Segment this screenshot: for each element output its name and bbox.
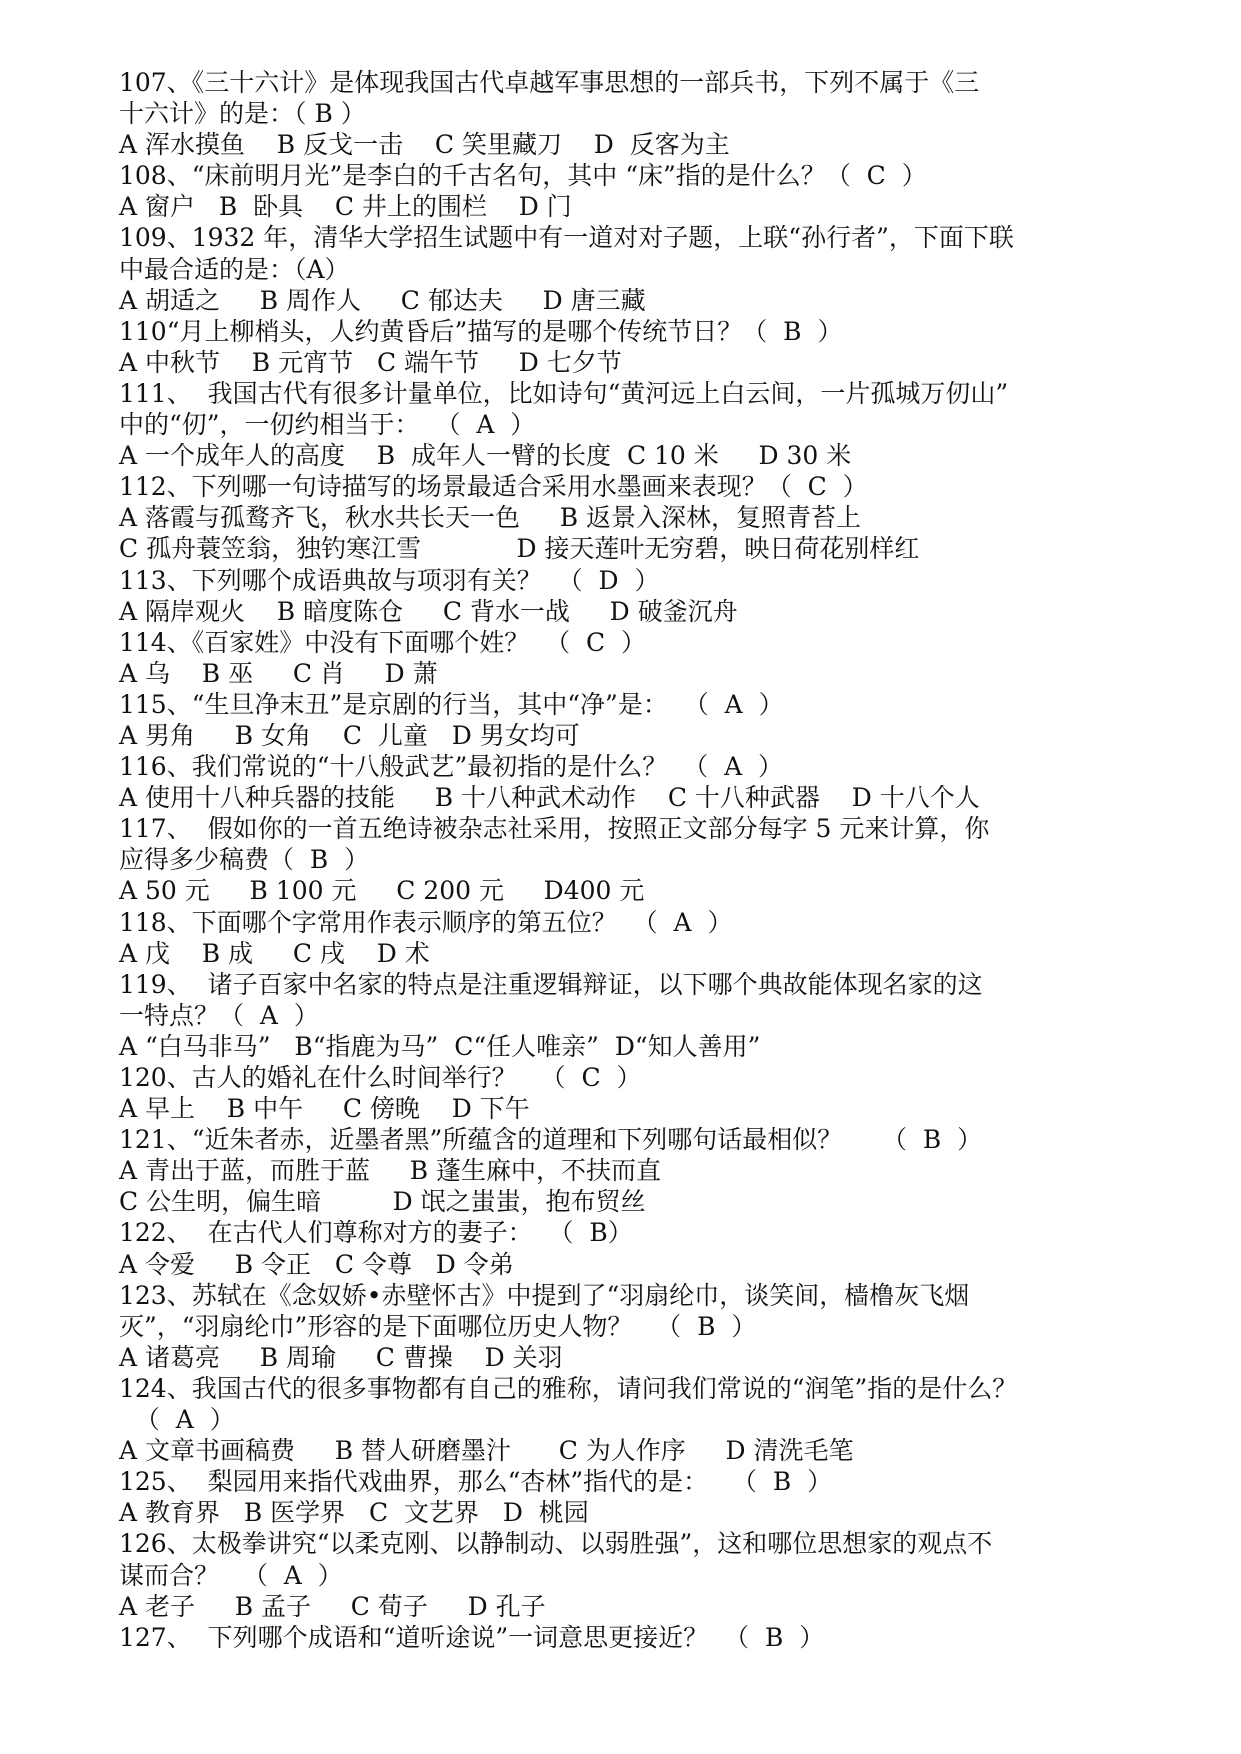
text-line: A 教育界 B 医学界 C 文艺界 D 桃园 [119,1498,589,1528]
text-line: C 公生明，偏生暗 D 氓之蚩蚩，抱布贸丝 [119,1187,646,1217]
text-line: A 青出于蓝，而胜于蓝 B 蓬生麻中，不扶而直 [119,1156,662,1186]
text-line: A 文章书画稿费 B 替人研磨墨汁 C 为人作序 D 清洗毛笔 [119,1436,854,1466]
text-line: A 乌 B 巫 C 肖 D 萧 [119,658,438,688]
text-line: 113、下列哪个成语典故与项羽有关？ （ D ） [119,565,660,595]
text-line: A 中秋节 B 元宵节 C 端午节 D 七夕节 [119,347,622,377]
text-line: 灭”，“羽扇纶巾”形容的是下面哪位历史人物？ （ B ） [119,1311,757,1341]
text-line: 111、 我国古代有很多计量单位，比如诗句“黄河远上白云间，一片孤城万仞山” [119,378,1009,408]
text-line: 110“月上柳梢头，人约黄昏后”描写的是哪个传统节日？（ B ） [119,316,843,346]
text-line: A “白马非马” B“指鹿为马” C“任人唯亲” D“知人善用” [119,1031,761,1061]
text-line: A 胡适之 B 周作人 C 郁达夫 D 唐三藏 [119,285,646,315]
text-line: 112、下列哪一句诗描写的场景最适合采用水墨画来表现？（ C ） [119,472,868,502]
text-line: A 落霞与孤鹜齐飞，秋水共长天一色 B 返景入深林，复照青苔上 [119,503,862,533]
text-line: C 孤舟蓑笠翁，独钓寒江雪 D 接天莲叶无穷碧，映日荷花别样红 [119,534,920,564]
text-line: 114、《百家姓》中没有下面哪个姓？ （ C ） [119,627,647,657]
text-line: 120、古人的婚礼在什么时间举行？ （ C ） [119,1063,642,1092]
text-line: A 诸葛亮 B 周瑜 C 曹操 D 关羽 [119,1342,563,1372]
text-line: A 戊 B 成 C 戌 D 术 [119,938,430,968]
text-line: 121、“近朱者赤，近墨者黑”所蕴含的道理和下列哪句话最相似？ （ B ） [119,1125,983,1155]
text-line: A 一个成年人的高度 B 成年人一臂的长度 C 10 米 D 30 米 [119,441,852,471]
text-line: 108、“床前明月光”是李白的千古名句，其中 “床”指的是什么？（ C ） [119,161,927,191]
text-line: （ A ） [119,1405,235,1435]
text-line: A 老子 B 孟子 C 荀子 D 孔子 [119,1591,546,1621]
quiz-text [119,67,1129,1653]
text-line: 126、太极拳讲究“以柔克刚、以静制动、以弱胜强”，这和哪位思想家的观点不 [119,1529,993,1559]
text-line: 十六计》的是：（ B ） [119,99,366,129]
text-line: 123、苏轼在《念奴娇•赤壁怀古》中提到了“羽扇纶巾，谈笑间，樯橹灰飞烟 [119,1280,970,1310]
text-line: 107、《三十六计》是体现我国古代卓越军事思想的一部兵书，下列不属于《三 [119,68,980,97]
text-line: 应得多少稿费（ B ） [119,845,370,875]
text-line: 122、 在古代人们尊称对方的妻子： （ B） [119,1218,633,1248]
text-line: 118、下面哪个字常用作表示顺序的第五位？ （ A ） [119,907,733,937]
text-line: A 男角 B 女角 C 儿童 D 男女均可 [119,720,580,750]
text-line: 谋而合？ （ A ） [119,1560,343,1590]
text-line: A 早上 B 中午 C 傍晚 D 下午 [119,1094,530,1124]
text-line: 中最合适的是：（A） [119,254,350,284]
text-line: 125、 梨园用来指代戏曲界，那么“杏林”指代的是： （ B ） [119,1467,833,1497]
text-line: A 隔岸观火 B 暗度陈仓 C 背水一战 D 破釜沉舟 [119,596,738,626]
text-line: 124、我国古代的很多事物都有自己的雅称，请问我们常说的“润笔”指的是什么？ [119,1373,1018,1403]
text-line: 116、我们常说的“十八般武艺”最初指的是什么？ （ A ） [119,752,784,782]
text-line: 119、 诸子百家中名家的特点是注重逻辑辩证，以下哪个典故能体现名家的这 [119,969,983,999]
text-line: 117、 假如你的一首五绝诗被杂志社采用，按照正文部分每字 5 元来计算，你 [119,814,990,844]
text-line: 115、“生旦净末丑”是京剧的行当，其中“净”是： （ A ） [119,689,784,719]
text-line: 中的“仞”，一仞约相当于： （ A ） [119,410,536,440]
text-line: A 使用十八种兵器的技能 B 十八种武术动作 C 十八种武器 D 十八个人 [119,783,980,813]
text-line: A 令爱 B 令正 C 令尊 D 令弟 [119,1249,514,1279]
text-line: 109、1932 年，清华大学招生试题中有一道对对子题，上联“孙行者”，下面下联 [119,223,1014,253]
text-line: A 50 元 B 100 元 C 200 元 D400 元 [119,876,645,906]
text-line: A 窗户 B 卧具 C 井上的围栏 D 门 [119,192,572,222]
text-line: A 浑水摸鱼 B 反戈一击 C 笑里藏刀 D 反客为主 [119,130,730,160]
text-line: 一特点？（ A ） [119,1000,319,1030]
text-line: 127、 下列哪个成语和“道听途说”一词意思更接近？ （ B ） [119,1622,825,1652]
